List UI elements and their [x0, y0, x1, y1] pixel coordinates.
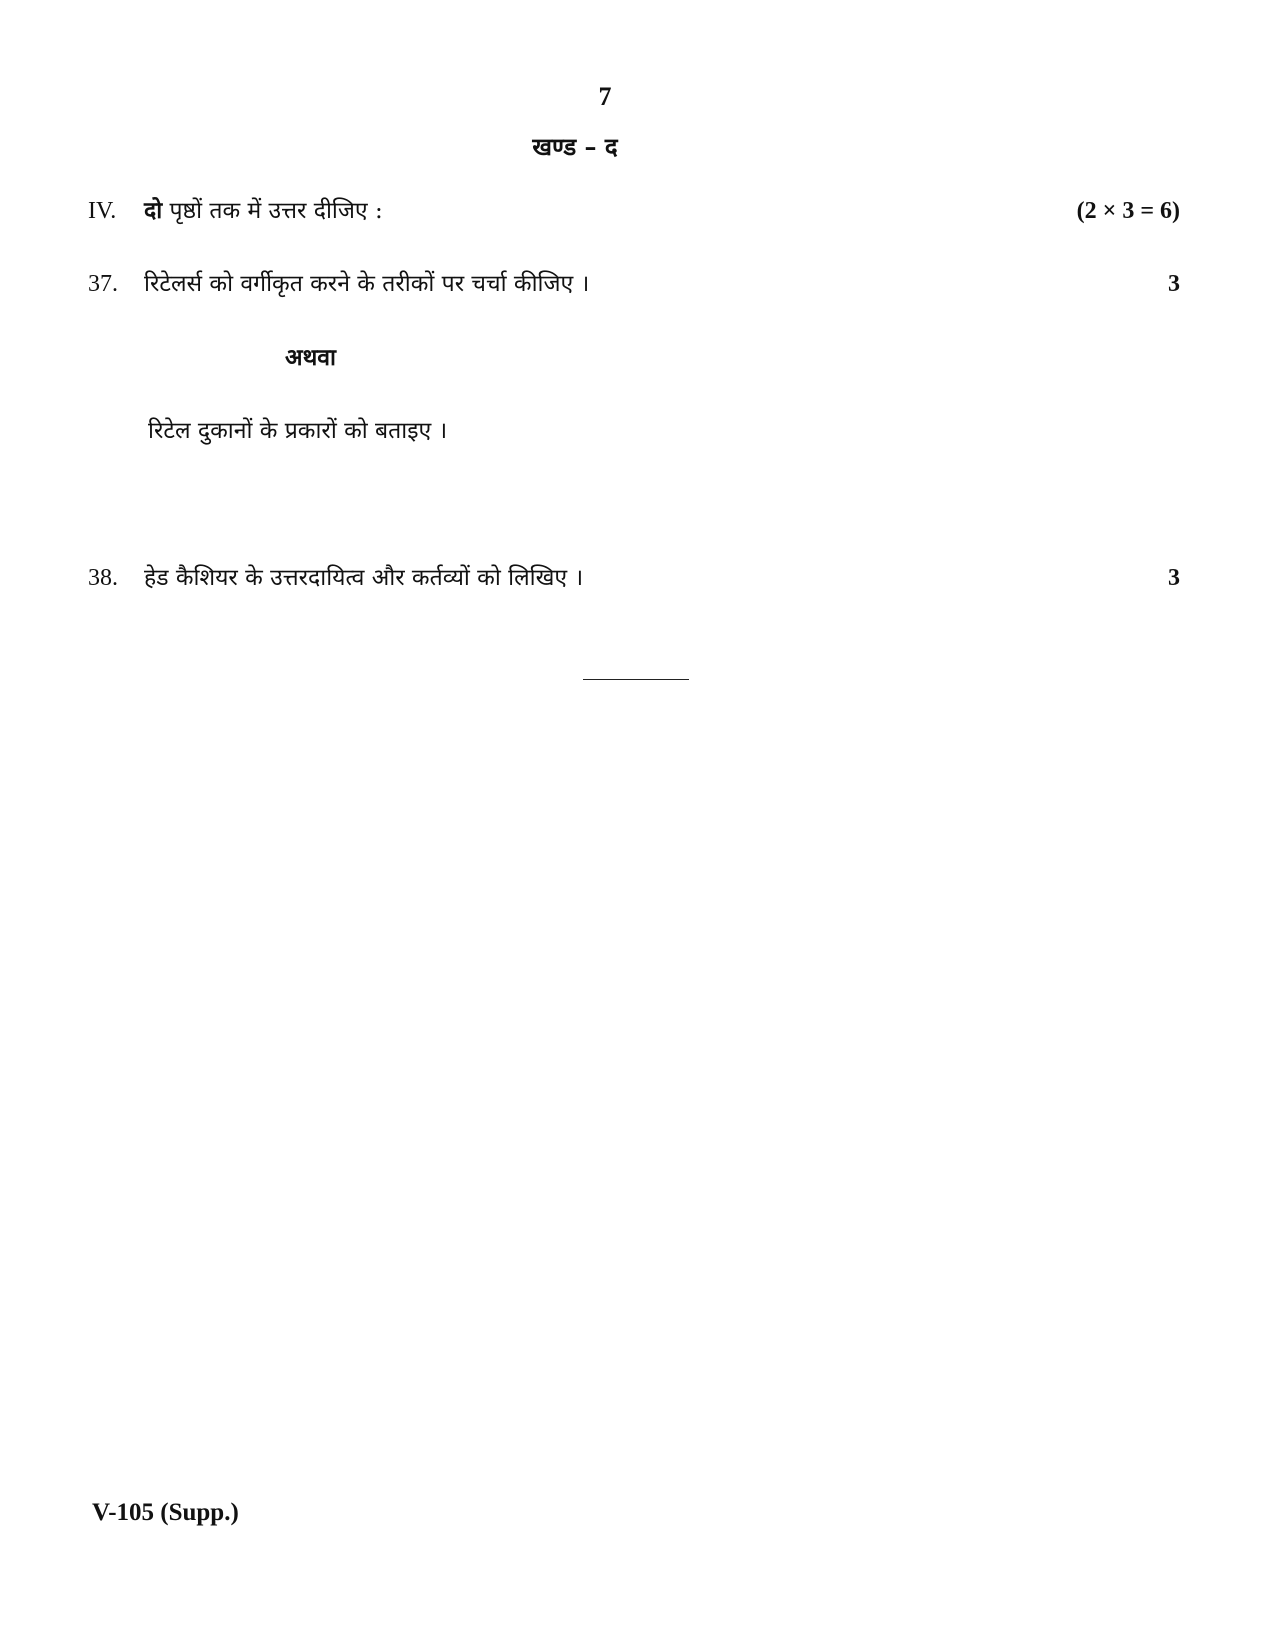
question-number: 38. [88, 565, 118, 591]
instruction-row [88, 193, 1180, 225]
question-marks: 3 [1168, 565, 1180, 591]
or-label: अथवा [285, 344, 337, 371]
alternative-question-text: रिटेल दुकानों के प्रकारों को बताइए । [148, 418, 448, 444]
instruction-text [144, 193, 1077, 225]
question-text: रिटेलर्स को वर्गीकृत करने के तरीकों पर चर्चा कीजिए । [144, 271, 590, 297]
footer-paper-code: V-105 (Supp.) [92, 1499, 239, 1526]
question-number: 37. [88, 271, 118, 297]
end-divider [583, 679, 689, 680]
question-38 [88, 560, 1180, 592]
section-title: खण्ड – द [532, 132, 618, 161]
instruction-number: IV. [88, 198, 117, 224]
instruction-marks: (2 × 3 = 6) [1076, 198, 1180, 224]
question-text: हेड कैशियर के उत्तरदायित्व और कर्तव्यों को लिखिए । [144, 565, 584, 591]
question-marks: 3 [1168, 271, 1180, 297]
instruction-rest: पृष्ठों तक में उत्तर दीजिए : [162, 198, 383, 224]
question-37 [88, 266, 1180, 298]
page-number: 7 [598, 82, 612, 111]
instruction-bold-word: दो [144, 197, 163, 224]
